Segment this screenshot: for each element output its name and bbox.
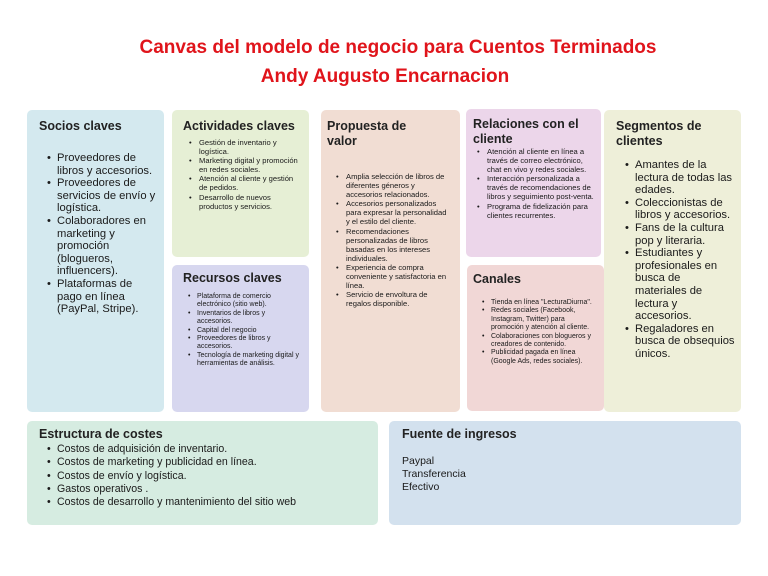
- segmentos-clientes-box: [604, 110, 741, 412]
- list-item: • Recomendaciones personalizadas de libros basadas en los intereses individuales.: [346, 227, 450, 263]
- propuesta-valor-box: [321, 110, 460, 412]
- list-item: • Tecnología de marketing digital y herramientas de análisis.: [197, 352, 301, 369]
- propuesta-valor-heading: Propuesta de valor: [327, 119, 407, 148]
- canales-box: [467, 265, 604, 411]
- actividades-claves-list: [183, 138, 303, 211]
- list-item: • Servicio de envoltura de regalos disponible.: [346, 290, 450, 308]
- segmentos-clientes-heading: Segmentos de clientes: [616, 119, 702, 148]
- list-item: • Regaladores en busca de obsequios únicos.: [635, 323, 735, 361]
- list-item: • Coleccionistas de libros y accesorios.: [635, 197, 735, 222]
- actividades-claves-heading: Actividades claves: [183, 119, 295, 133]
- list-item: • Costos de marketing y publicidad en línea.: [57, 456, 372, 469]
- list-item: • Programa de fidelización para clientes recurrentes.: [487, 202, 595, 220]
- list-item: • Costos de envío y logística.: [57, 470, 372, 483]
- actividades-claves-box: [172, 110, 309, 257]
- canvas-title: Canvas del modelo de negocio para Cuentos Terminados: [139, 37, 657, 58]
- list-item: Transferencia: [402, 468, 466, 480]
- segmentos-clientes-list: [616, 159, 735, 361]
- list-item: • Proveedores de servicios de envío y logística.: [57, 177, 156, 215]
- list-item: • Atención al cliente y gestión de pedidos.: [199, 174, 303, 192]
- list-item: • Capital del negocio: [197, 327, 301, 335]
- list-item: • Experiencia de compra conveniente y satisfactoria en línea.: [346, 263, 450, 290]
- list-item: • Gastos operativos .: [57, 483, 372, 496]
- fuente-ingresos-list: [402, 455, 735, 494]
- propuesta-valor-list: [327, 172, 450, 308]
- estructura-costes-list: [39, 443, 372, 509]
- canales-heading: Canales: [473, 272, 521, 286]
- socios-claves-list: [39, 152, 156, 316]
- list-item: • Amantes de la lectura de todas las edades.: [635, 159, 735, 197]
- list-item: • Costos de adquisición de inventario.: [57, 443, 372, 456]
- fuente-ingresos-heading: Fuente de ingresos: [402, 427, 517, 441]
- list-item: • Publicidad pagada en línea (Google Ads, redes sociales).: [491, 349, 596, 366]
- list-item: • Costos de desarrollo y mantenimiento del sitio web: [57, 496, 372, 509]
- socios-claves-box: [27, 110, 164, 412]
- list-item: • Plataforma de comercio electrónico (sitio web).: [197, 293, 301, 310]
- list-item: • Tienda en línea "LecturaDiurna".: [491, 299, 596, 307]
- author-name: Andy Augusto Encarnacion: [260, 66, 510, 87]
- list-item: • Redes sociales (Facebook, Instagram, Twitter) para promoción y atención al cliente.: [491, 307, 596, 332]
- recursos-claves-list: [183, 293, 301, 369]
- list-item: • Gestión de inventario y logística.: [199, 138, 303, 156]
- estructura-costes-box: [27, 421, 378, 525]
- list-item: • Marketing digital y promoción en redes sociales.: [199, 156, 303, 174]
- list-item: • Accesorios personalizados para expresar la personalidad y el estilo del cliente.: [346, 199, 450, 226]
- list-item: • Desarrollo de nuevos productos y servicios.: [199, 193, 303, 211]
- list-item: • Colaboradores en marketing y promoción (blogueros, influencers).: [57, 215, 156, 278]
- list-item: • Estudiantes y profesionales en busca de materiales de lectura y accesorios.: [635, 247, 735, 323]
- fuente-ingresos-box: [389, 421, 741, 525]
- relaciones-cliente-box: [466, 109, 601, 257]
- list-item: • Fans de la cultura pop y literaria.: [635, 222, 735, 247]
- list-item: Paypal: [402, 455, 435, 467]
- relaciones-cliente-list: [473, 147, 595, 220]
- list-item: • Atención al cliente en línea a través de correo electrónico, chat en vivo y redes sociales.: [487, 147, 595, 174]
- list-item: • Inventarios de libros y accesorios.: [197, 310, 301, 327]
- relaciones-cliente-heading: Relaciones con el cliente: [473, 117, 579, 146]
- list-item: • Amplia selección de libros de diferentes géneros y accesorios relacionados.: [346, 172, 450, 199]
- list-item: • Colaboraciones con blogueros y creadores de contenido.: [491, 333, 596, 350]
- recursos-claves-heading: Recursos claves: [183, 271, 282, 285]
- canales-list: [473, 299, 596, 366]
- estructura-costes-heading: Estructura de costes: [39, 427, 163, 441]
- list-item: • Proveedores de libros y accesorios.: [57, 152, 156, 177]
- list-item: Efectivo: [402, 481, 440, 493]
- list-item: • Proveedores de libros y accesorios.: [197, 335, 301, 352]
- list-item: • Interacción personalizada a través de recomendaciones de libros y seguimiento post-venta.: [487, 174, 595, 201]
- recursos-claves-box: [172, 265, 309, 412]
- socios-claves-heading: Socios claves: [39, 119, 122, 133]
- list-item: • Plataformas de pago en línea (PayPal, Stripe).: [57, 278, 156, 316]
